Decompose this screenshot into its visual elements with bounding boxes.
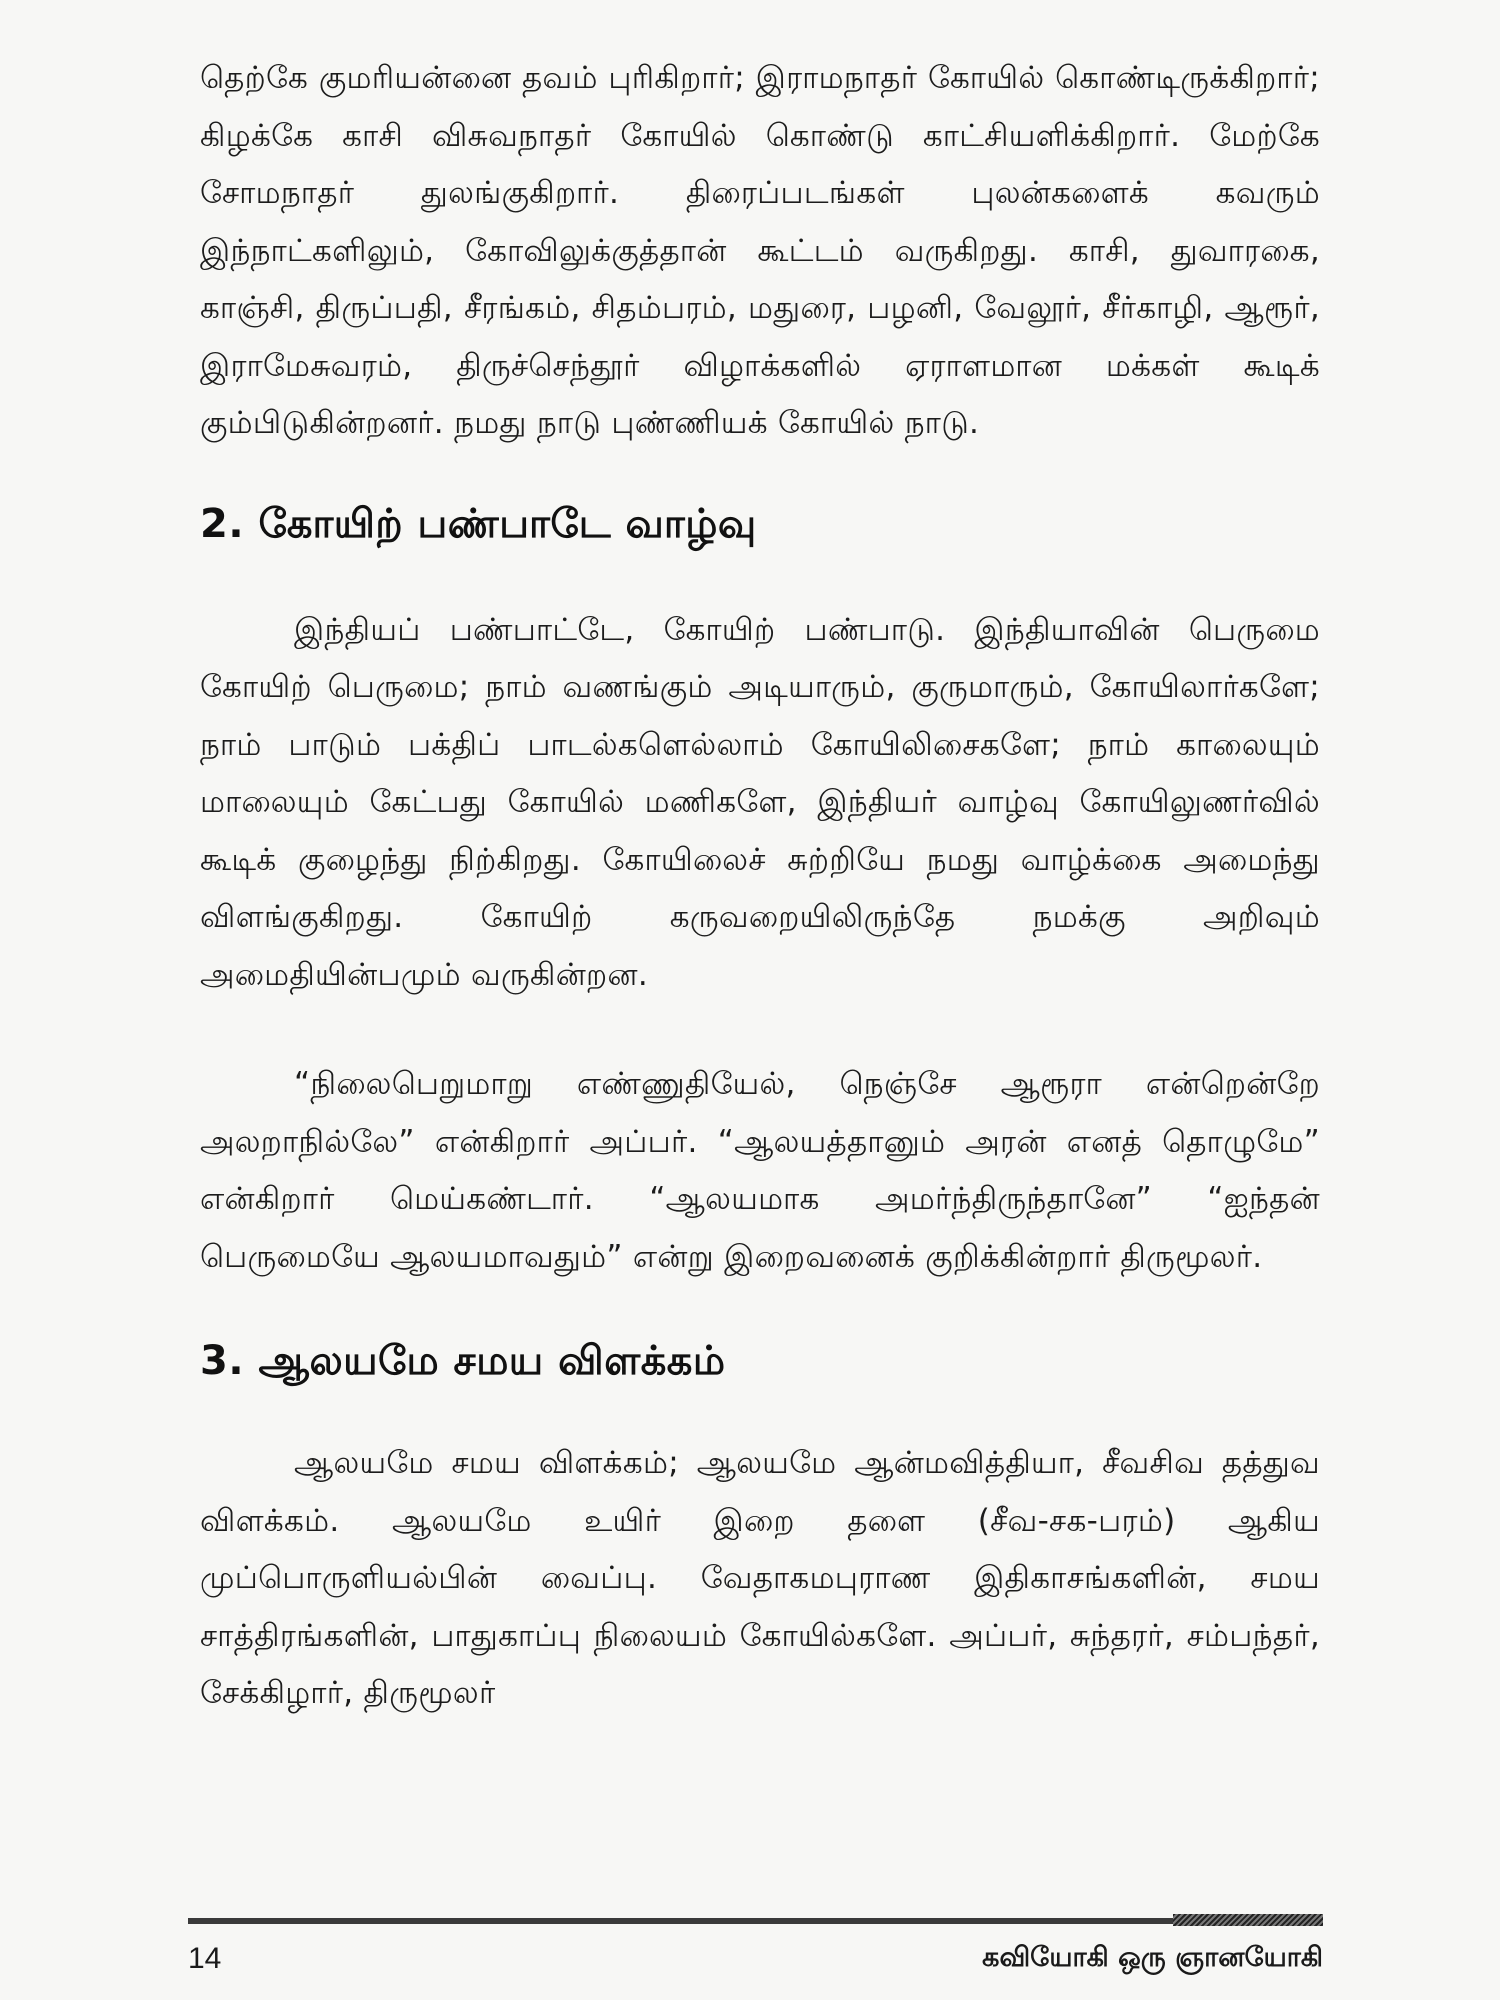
page-number: 14 [188,1942,222,1975]
footer-rule-accent [1173,1914,1323,1926]
section-3-heading: 3. ஆலயமே சமய விளக்கம் [200,1338,726,1384]
paragraph-4: ஆலயமே சமய விளக்கம்; ஆலயமே ஆன்மவித்தியா, சீவசிவ தத்துவ விளக்கம். ஆலயமே உயிர் இறை தளை (சீவ-சக-பரம்) ஆகிய முப்பொருளியல்பின் வைப்பு. வேதாகமபுராண இதிகாசங்களின், சமய சாத்திரங்களின், பாதுகாப்பு நிலையம் கோயில்களே. அப்பர், சுந்தரர், சம்பந்தர், சேக்கிழார், திருமூலர் [200,1445,1320,1711]
paragraph-3: “நிலைபெறுமாறு எண்ணுதியேல், நெஞ்சே ஆரூரா என்றென்றே அலறாநில்லே” என்கிறார் அப்பர். “ஆலயத்தானும் அரன் எனத் தொழுமே” என்கிறார் மெய்கண்டார். “ஆலயமாக அமர்ந்திருந்தானே” “ஐந்தன் பெருமையே ஆலயமாவதும்” என்று இறைவனைக் குறிக்கின்றார் திருமூலர். [200,1066,1320,1275]
section-2-body [200,602,1320,1287]
section-2-heading: 2. கோயிற் பண்பாடே வாழ்வு [200,500,757,547]
paragraph-2: இந்தியப் பண்பாட்டே, கோயிற் பண்பாடு. இந்தியாவின் பெருமை கோயிற் பெருமை; நாம் வணங்கும் அடியாரும், குருமாரும், கோயிலார்களே; நாம் பாடும் பக்திப் பாடல்களெல்லாம் கோயிலிசைகளே; நாம் காலையும் மாலையும் கேட்பது கோயில் மணிகளே, இந்தியர் வாழ்வு கோயிலுணர்வில் கூடிக் குழைந்து நிற்கிறது. கோயிலைச் சுற்றியே நமது வாழ்க்கை அமைந்து விளங்குகிறது. கோயிற் கருவறையிலிருந்தே நமக்கு அறிவும் அமைதியின்பமும் வருகின்றன. [200,611,1320,993]
footer-rule [188,1918,1323,1924]
page-body [200,50,1320,1723]
running-title: கவியோகி ஒரு ஞானயோகி [982,1942,1323,1973]
paragraph-1: தெற்கே குமரியன்னை தவம் புரிகிறார்; இராமநாதர் கோயில் கொண்டிருக்கிறார்; கிழக்கே காசி விசுவநாதர் கோயில் கொண்டு காட்சியளிக்கிறார். மேற்கே சோமநாதர் துலங்குகிறார். திரைப்படங்கள் புலன்களைக் கவரும் இந்நாட்களிலும், கோவிலுக்குத்தான் கூட்டம் வருகிறது. காசி, துவாரகை, காஞ்சி, திருப்பதி, சீரங்கம், சிதம்பரம், மதுரை, பழனி, வேலூர், சீர்காழி, ஆரூர், இராமேசுவரம், திருச்செந்தூர் விழாக்களில் ஏராளமான மக்கள் கூடிக் கும்பிடுகின்றனர். நமது நாடு புண்ணியக் கோயில் நாடு. [200,60,1320,441]
page-footer [188,1918,1323,1988]
